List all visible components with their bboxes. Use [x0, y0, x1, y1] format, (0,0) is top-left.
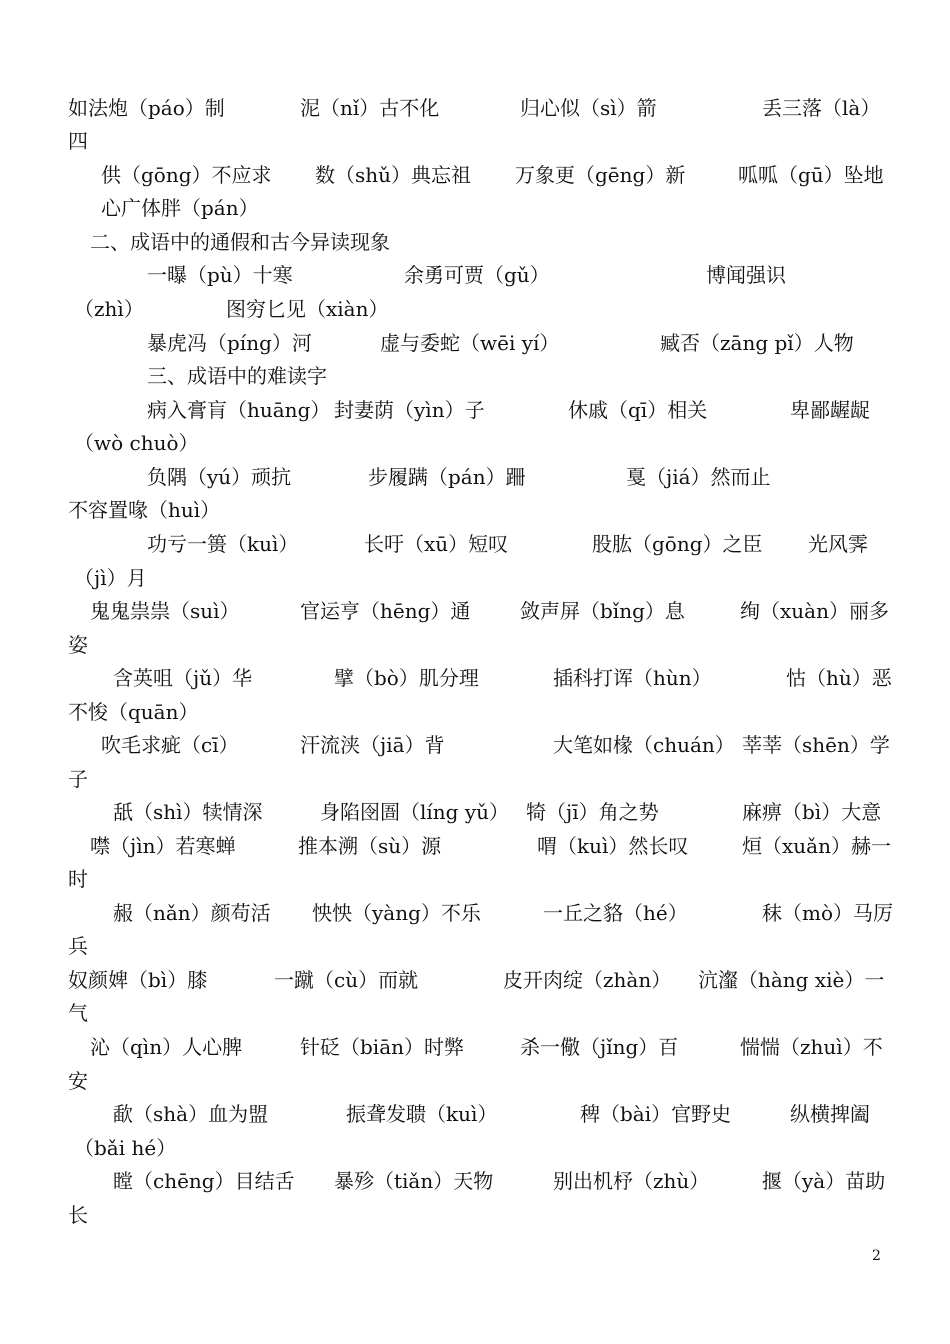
text-line: [0, 729, 950, 762]
idiom-entry: 噤（jìn）若寒蝉: [90, 834, 236, 858]
text-line: [0, 595, 950, 628]
text-line: [0, 964, 950, 997]
idiom-entry: 一蹴（cù）而就: [274, 968, 419, 992]
text-line: [0, 159, 950, 192]
idiom-entry: 犄（jī）角之势: [526, 800, 659, 824]
idiom-entry-continuation: 姿: [68, 633, 88, 657]
text-line: [0, 494, 950, 527]
idiom-entry: 心广体胖（pán）: [101, 196, 259, 220]
text-line: [0, 629, 950, 662]
text-line: [0, 461, 950, 494]
idiom-entry: 纵横捭阖: [790, 1102, 870, 1126]
idiom-entry: 瞠（chēng）目结舌: [113, 1169, 295, 1193]
idiom-entry: 图穷匕见（xiàn）: [226, 297, 389, 321]
text-line: [0, 930, 950, 963]
idiom-entry: 奴颜婢（bì）膝: [68, 968, 208, 992]
section-heading: [0, 226, 950, 259]
idiom-entry: 怙（hù）恶: [786, 666, 892, 690]
idiom-entry: 卑鄙龌龊: [790, 398, 870, 422]
idiom-entry: 针砭（biān）时弊: [300, 1035, 465, 1059]
text-line: [0, 394, 950, 427]
idiom-entry-continuation: 兵: [68, 934, 88, 958]
idiom-entry: 烜（xuǎn）赫一: [742, 834, 891, 858]
idiom-entry: 步履蹒（pán）跚: [368, 465, 526, 489]
idiom-entry: 丢三落（là）: [762, 96, 881, 120]
idiom-entry: 暴虎冯（píng）河: [147, 331, 312, 355]
idiom-entry: 身陷囹圄（líng yǔ）: [320, 800, 510, 824]
idiom-entry: 惴惴（zhuì）不: [740, 1035, 883, 1059]
text-line: [0, 1098, 950, 1131]
section-heading-text: 三、成语中的难读字: [147, 364, 327, 388]
text-line: [0, 125, 950, 158]
text-line: [0, 763, 950, 796]
idiom-entry: 股肱（gōng）之臣: [592, 532, 763, 556]
idiom-entry: 呱呱（gū）坠地: [738, 163, 884, 187]
idiom-entry: 博闻强识: [706, 263, 786, 287]
idiom-entry: 休戚（qī）相关: [568, 398, 708, 422]
section-heading: [0, 360, 950, 393]
idiom-entry: 擘（bò）肌分理: [334, 666, 479, 690]
idiom-entry: 喟（kuì）然长叹: [537, 834, 689, 858]
idiom-entry: 怏怏（yàng）不乐: [312, 901, 481, 925]
idiom-entry: 戛（jiá）然而止: [626, 465, 771, 489]
text-line: [0, 528, 950, 561]
idiom-entry: 虚与委蛇（wēi yí）: [380, 331, 560, 355]
text-line: [0, 192, 950, 225]
text-line: [0, 427, 950, 460]
text-line: [0, 327, 950, 360]
idiom-entry: 余勇可贾（gǔ）: [404, 263, 550, 287]
idiom-entry: 暴殄（tiǎn）天物: [334, 1169, 494, 1193]
text-line: [0, 92, 950, 125]
idiom-entry: 含英咀（jǔ）华: [113, 666, 253, 690]
idiom-entry: 赧（nǎn）颜苟活: [113, 901, 271, 925]
idiom-entry: 一丘之貉（hé）: [543, 901, 688, 925]
text-line: [0, 293, 950, 326]
text-line: [0, 830, 950, 863]
idiom-entry: 皮开肉绽（zhàn）: [503, 968, 672, 992]
idiom-entry: 如法炮（páo）制: [68, 96, 225, 120]
idiom-entry: 光风霁: [808, 532, 868, 556]
idiom-entry: 数（shǔ）典忘祖: [315, 163, 472, 187]
idiom-entry: 供（gōng）不应求: [101, 163, 272, 187]
section-heading-text: 二、成语中的通假和古今异读现象: [90, 230, 390, 254]
idiom-entry-continuation: 安: [68, 1069, 88, 1093]
idiom-entry: 病入膏肓（huāng）: [147, 398, 331, 422]
idiom-entry-continuation: 长: [68, 1203, 88, 1227]
text-line: [0, 562, 950, 595]
text-line: [0, 1065, 950, 1098]
page-number: 2: [872, 1248, 881, 1264]
text-line: [0, 863, 950, 896]
idiom-entry: 汗流浃（jiā）背: [300, 733, 445, 757]
text-line: [0, 897, 950, 930]
text-line: [0, 696, 950, 729]
text-line: [0, 1132, 950, 1165]
text-line: [0, 796, 950, 829]
text-line: [0, 1031, 950, 1064]
idiom-entry-continuation: 子: [68, 767, 88, 791]
idiom-entry: 振聋发聩（kuì）: [346, 1102, 498, 1126]
idiom-entry-continuation: 气: [68, 1001, 88, 1025]
idiom-entry: 歃（shà）血为盟: [113, 1102, 269, 1126]
idiom-entry: 秣（mò）马厉: [762, 901, 894, 925]
idiom-entry: 泥（nǐ）古不化: [300, 96, 440, 120]
idiom-entry-continuation: 时: [68, 867, 88, 891]
idiom-entry: 负隅（yú）顽抗: [147, 465, 292, 489]
idiom-entry: 大笔如椽（chuán）: [553, 733, 735, 757]
idiom-entry: 不容置喙（huì）: [68, 498, 221, 522]
idiom-entry: 官运亨（hēng）通: [300, 599, 471, 623]
idiom-entry: 长吁（xū）短叹: [364, 532, 509, 556]
idiom-entry-continuation: （jì）月: [74, 566, 147, 590]
text-line: [0, 259, 950, 292]
idiom-entry: 莘莘（shēn）学: [742, 733, 890, 757]
idiom-entry: 鬼鬼祟祟（suì）: [90, 599, 240, 623]
idiom-entry-continuation: 四: [68, 129, 88, 153]
idiom-entry: 绚（xuàn）丽多: [740, 599, 889, 623]
idiom-entry-continuation: （wò chuò）: [74, 431, 199, 455]
idiom-entry: 杀一儆（jǐng）百: [520, 1035, 679, 1059]
idiom-entry: 臧否（zāng pǐ）人物: [660, 331, 854, 355]
idiom-entry: 稗（bài）官野史: [580, 1102, 732, 1126]
idiom-entry: 沆瀣（hàng xiè）一: [698, 968, 885, 992]
idiom-entry: 敛声屏（bǐng）息: [520, 599, 685, 623]
text-line: [0, 1199, 950, 1232]
idiom-entry: 归心似（sì）箭: [520, 96, 657, 120]
idiom-entry: 封妻荫（yìn）子: [334, 398, 485, 422]
idiom-entry-continuation: 不悛（quān）: [68, 700, 199, 724]
idiom-entry: 沁（qìn）人心脾: [90, 1035, 243, 1059]
text-line: [0, 997, 950, 1030]
idiom-entry: 吹毛求疵（cī）: [101, 733, 239, 757]
idiom-entry: 万象更（gēng）新: [515, 163, 686, 187]
idiom-entry: 功亏一篑（kuì）: [147, 532, 299, 556]
idiom-entry-continuation: （zhì）: [74, 297, 144, 321]
idiom-entry: 舐（shì）犊情深: [113, 800, 263, 824]
idiom-entry: 一曝（pù）十寒: [147, 263, 293, 287]
text-line: [0, 1165, 950, 1198]
idiom-entry: 揠（yà）苗助: [762, 1169, 886, 1193]
idiom-entry: 麻痹（bì）大意: [742, 800, 882, 824]
idiom-entry-continuation: （bǎi hé）: [74, 1136, 177, 1160]
idiom-entry: 插科打诨（hùn）: [553, 666, 712, 690]
idiom-entry: 别出机杼（zhù）: [553, 1169, 710, 1193]
idiom-entry: 推本溯（sù）源: [298, 834, 442, 858]
text-line: [0, 662, 950, 695]
